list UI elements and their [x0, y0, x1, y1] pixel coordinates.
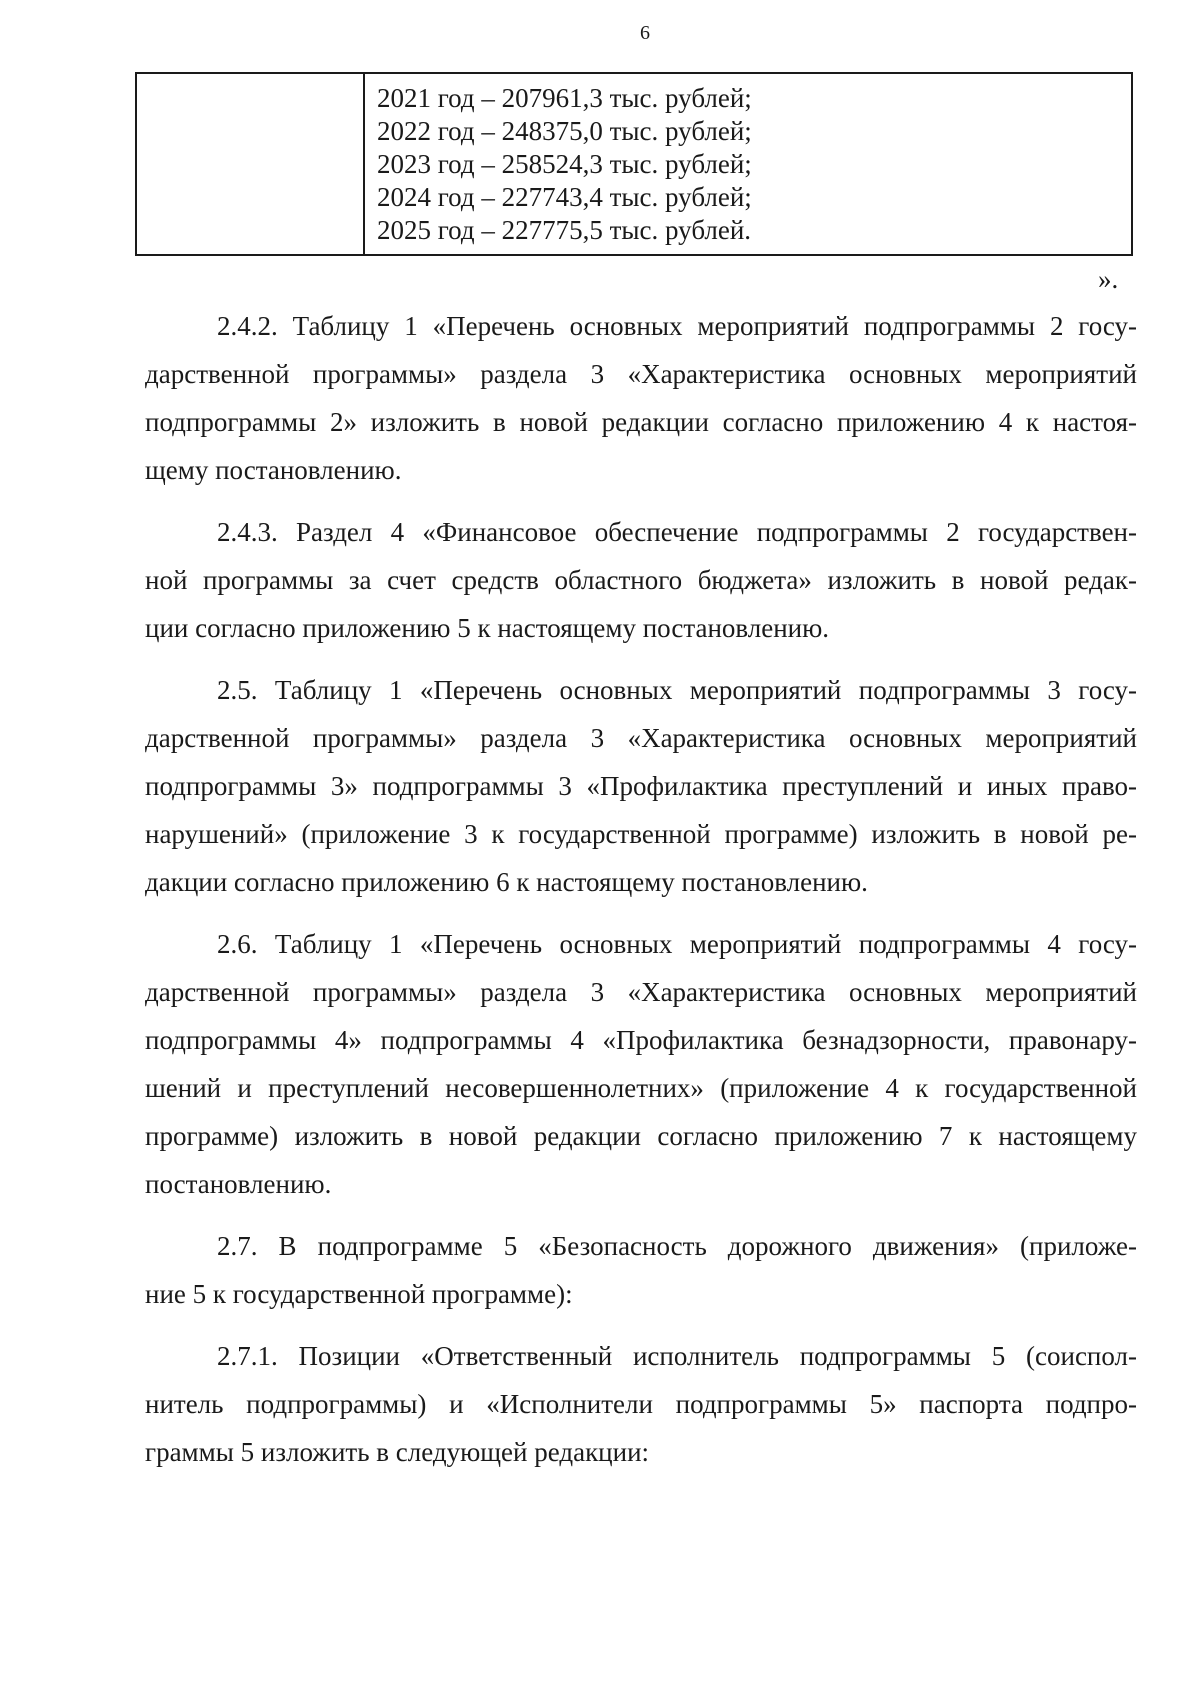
paragraph-2-4-2 [145, 302, 1137, 494]
paragraph-line: постановлению. [145, 1169, 332, 1199]
funding-table-label-cell [137, 74, 365, 254]
funding-table-values-cell [365, 74, 1131, 254]
funding-row-2022: 2022 год – 248375,0 тыс. рублей; [377, 116, 752, 146]
funding-row-2021: 2021 год – 207961,3 тыс. рублей; [377, 83, 752, 113]
paragraph-line: подпрограммы 4» подпрограммы 4 «Профилактика безнадзорности, правонару- [145, 1025, 1137, 1055]
paragraph-line: ной программы за счет средств областного бюджета» изложить в новой редак- [145, 565, 1137, 595]
paragraph-line: щему постановлению. [145, 455, 402, 485]
paragraph-line: дарственной программы» раздела 3 «Характеристика основных мероприятий [145, 977, 1137, 1007]
paragraph-line: граммы 5 изложить в следующей редакции: [145, 1437, 650, 1467]
funding-row-2023: 2023 год – 258524,3 тыс. рублей; [377, 149, 752, 179]
paragraph-line: 2.7.1. Позиции «Ответственный исполнитель подпрограммы 5 (соиспол- [217, 1341, 1137, 1371]
paragraph-line: нитель подпрограммы) и «Исполнители подпрограммы 5» паспорта подпро- [145, 1389, 1137, 1419]
paragraph-2-7 [145, 1222, 1137, 1318]
paragraph-line: подпрограммы 2» изложить в новой редакции согласно приложению 4 к настоя- [145, 407, 1137, 437]
funding-table [135, 72, 1133, 256]
paragraph-2-6 [145, 920, 1137, 1208]
paragraph-line: нарушений» (приложение 3 к государственной программе) изложить в новой ре- [145, 819, 1137, 849]
paragraph-line: дарственной программы» раздела 3 «Характеристика основных мероприятий [145, 723, 1137, 753]
paragraph-2-5 [145, 666, 1137, 906]
paragraph-line: шений и преступлений несовершеннолетних» (приложение 4 к государственной [145, 1073, 1137, 1103]
paragraph-line: 2.5. Таблицу 1 «Перечень основных мероприятий подпрограммы 3 госу- [217, 675, 1137, 705]
closing-quote-mark: ». [1098, 264, 1119, 294]
paragraph-2-7-1 [145, 1332, 1137, 1476]
page-number: 6 [640, 22, 650, 44]
paragraph-line: 2.4.3. Раздел 4 «Финансовое обеспечение подпрограммы 2 государствен- [217, 517, 1137, 547]
paragraph-line: 2.7. В подпрограмме 5 «Безопасность дорожного движения» (приложе- [217, 1231, 1137, 1261]
paragraph-line: программе) изложить в новой редакции согласно приложению 7 к настоящему [145, 1121, 1137, 1151]
paragraph-line: 2.4.2. Таблицу 1 «Перечень основных мероприятий подпрограммы 2 госу- [217, 311, 1137, 341]
paragraph-2-4-3 [145, 508, 1137, 652]
funding-row-2024: 2024 год – 227743,4 тыс. рублей; [377, 182, 752, 212]
paragraph-line: 2.6. Таблицу 1 «Перечень основных мероприятий подпрограммы 4 госу- [217, 929, 1137, 959]
paragraph-line: дарственной программы» раздела 3 «Характеристика основных мероприятий [145, 359, 1137, 389]
paragraph-line: дакции согласно приложению 6 к настоящему постановлению. [145, 867, 868, 897]
paragraph-line: ние 5 к государственной программе): [145, 1279, 573, 1309]
paragraph-line: подпрограммы 3» подпрограммы 3 «Профилактика преступлений и иных право- [145, 771, 1137, 801]
funding-row-2025: 2025 год – 227775,5 тыс. рублей. [377, 215, 752, 245]
document-body [145, 302, 1137, 1490]
paragraph-line: ции согласно приложению 5 к настоящему постановлению. [145, 613, 830, 643]
